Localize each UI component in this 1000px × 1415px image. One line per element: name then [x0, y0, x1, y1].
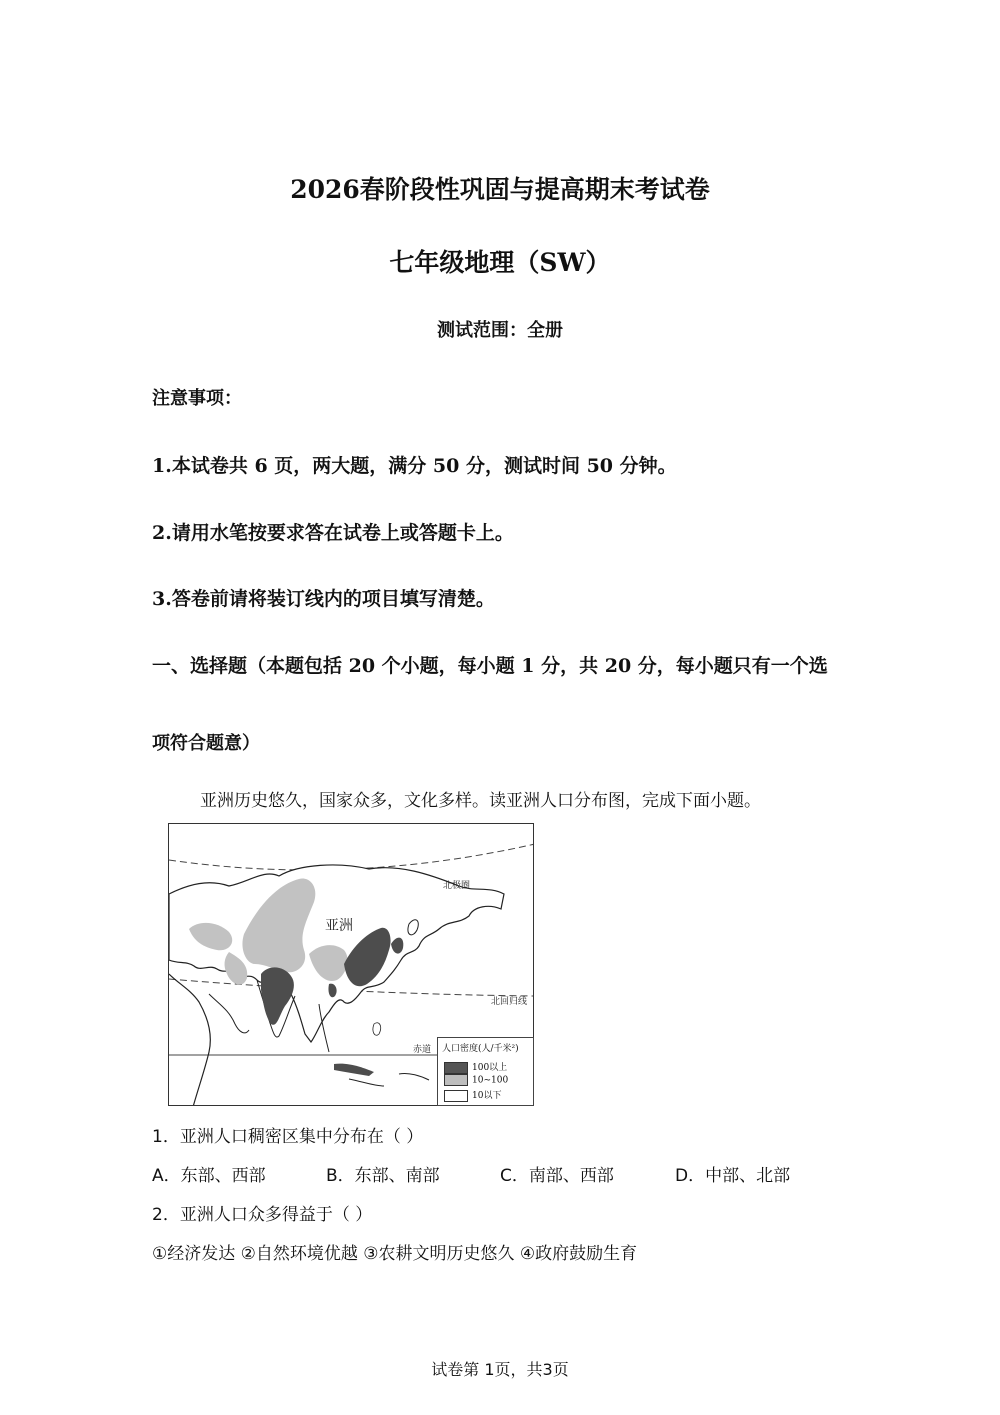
notice-heading: 注意事项：: [152, 388, 242, 409]
question-1-option-d: D．中部、北部: [675, 1166, 791, 1186]
section-heading-line1: 一、选择题（本题包括 20 个小题，每小题 1 分，共 20 分，每小题只有一个选: [152, 655, 828, 677]
question-1-option-a: A．东部、西部: [152, 1166, 266, 1186]
exam-subtitle: 七年级地理（SW）: [389, 248, 611, 277]
question-1-stem: 1．亚洲人口稠密区集中分布在（ ）: [152, 1127, 424, 1147]
map-legend: [437, 1037, 534, 1106]
question-2-choices: ①经济发达 ②自然环境优越 ③农耕文明历史悠久 ④政府鼓励生育: [152, 1244, 638, 1264]
notice-item-1: 1.本试卷共 6 页，两大题，满分 50 分，测试时间 50 分钟。: [152, 455, 677, 477]
label-asia: 亚洲: [325, 918, 353, 934]
question-2-stem: 2．亚洲人口众多得益于（ ）: [152, 1205, 373, 1225]
question-1-option-c: C．南部、西部: [500, 1166, 614, 1186]
label-tropic: 北回归线: [491, 997, 528, 1007]
label-arctic-circle: 北极圈: [443, 881, 471, 891]
test-scope: 测试范围：全册: [437, 320, 563, 341]
notice-item-2: 2.请用水笔按要求答在试卷上或答题卡上。: [152, 522, 514, 544]
legend-swatch-medium: [444, 1074, 468, 1086]
legend-item-medium: 10~100: [444, 1074, 508, 1086]
legend-title: 人口密度(人/千米²): [442, 1044, 519, 1054]
question-intro: 亚洲历史悠久，国家众多，文化多样。读亚洲人口分布图，完成下面小题。: [200, 791, 761, 811]
label-equator: 赤道: [413, 1045, 432, 1055]
section-heading-line2: 项符合题意）: [152, 733, 260, 754]
legend-swatch-low: [444, 1090, 468, 1102]
page-footer: 试卷第 1页，共3页: [431, 1360, 569, 1379]
question-1-option-b: B．东部、南部: [326, 1166, 440, 1186]
legend-item-low: 10以下: [444, 1088, 501, 1100]
notice-item-3: 3.答卷前请将装订线内的项目填写清楚。: [152, 588, 495, 610]
high-density-south-asia: [261, 967, 294, 1024]
legend-item-high: 100以上: [444, 1060, 507, 1072]
legend-swatch-high: [444, 1062, 468, 1074]
exam-title: 2026春阶段性巩固与提高期末考试卷: [290, 175, 710, 204]
